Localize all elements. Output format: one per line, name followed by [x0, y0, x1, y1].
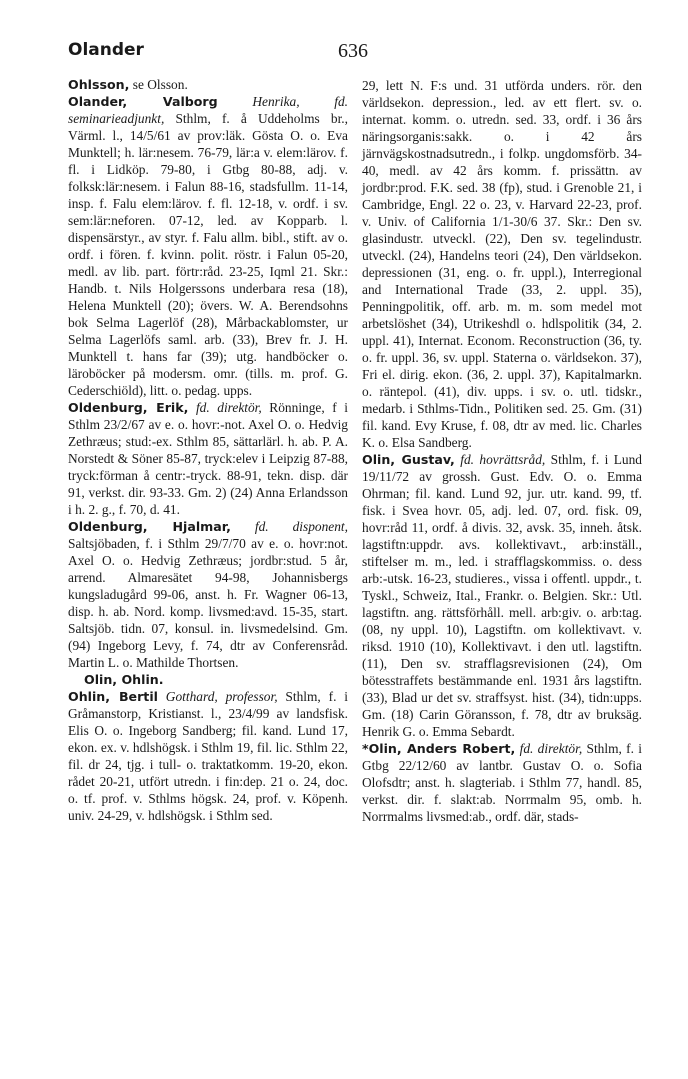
entry-text: Sthlm, f. i Lund 19/11/72 av grossh. Gust. Edv. O. o. Emma Ohrman; fil. kand. Lund 92, jur. utr. kand. 99, tf. fisk. i Svea hovr. 05, adj. led. 07, ord. fisk. 09, hovr:råd 11, ordf. å divis. 32, avsk. 35, inneh. åtsk. lagstiftn:uppdr. avs. kollektivavt., arb:inställ., stiftelser m. m., led. i strafflagskommiss. o. dess arb:-utsk. 16-23, studieres., vissa i offentl. uppdr., t. Tyskl., Schweiz, Ital., Frankr. o. Belgien. Skr.: Utl. lagstiftn. ang. rättsförhåll. mell. arb:giv. o. arb:tag. (08, ny uppl. 10), Lagstiftn. om kollektivavt. v. riksd. 1910 (10), Kollektivavt. i den utl. lagstiftn. (11), Den sv. strafflagsrevisionen (24), Om bötesstraffets bestämmande enl. 1931 års lagstiftn. (33), Blad ur det sv. straffsyst. hist. (34), tidn:upps. Gm. (18) Carin Göransson, f. 78, dtr av bruksäg. Henrik G. o. Emma Sebardt. — [362, 452, 643, 739]
entry-text: Sthlm, f. i Gtbg 22/12/60 av lantbr. Gustav O. o. Sofia Olofsdtr; anst. h. slagteriab. i Sthlm 77, handl. 85, verkst. dir. f. slakt:ab. Norrmalm 95, omb. h. Norrmalms livsmed:ab., ordf. där, stads- — [362, 741, 643, 824]
entry — [362, 77, 642, 451]
entry-headword: Oldenburg, Erik, — [68, 400, 189, 415]
entry — [68, 518, 348, 671]
entry-headword: *Olin, Anders Robert, — [362, 741, 516, 756]
entry-title: fd. disponent, — [230, 519, 348, 534]
entry — [68, 76, 348, 93]
running-head-word: Olander — [68, 40, 144, 60]
entry-text: Rönninge, f i Sthlm 23/2/67 av e. o. hovr:-not. Axel O. o. Hedvig Zethræus; stud:-ex. Sthlm 85, sättarlärl. h. ab. P. A. Norstedt & Söner 85-87, tryck:elev i Leipzig 87-88, tryck:förman å centr:-tryck. 88-91, tekn. disp. där 91, verkst. dir. 93-33. Gm. 2) (24) Anna Erlandsson i h. 2. g., f. 70, d. 41. — [68, 400, 348, 517]
entry-title: Henrika, fd. seminarieadjunkt, — [68, 94, 349, 126]
running-head — [68, 40, 628, 66]
entry-headword: Ohlsson, — [68, 77, 130, 92]
entry-title: fd. hovrättsråd, — [454, 452, 546, 467]
entry-headword: Olander, Valborg — [68, 94, 218, 109]
entry-title: fd. direktör, — [515, 741, 583, 756]
entry-headword: Ohlin, Bertil — [68, 689, 158, 704]
entry-headword: Oldenburg, Hjalmar, — [68, 519, 231, 534]
entry-title: fd. direktör, — [188, 400, 262, 415]
entry-text: 29, lett N. F:s und. 31 utförda unders. rör. den världsekon. depression., led. av ett flert. sv. o. internat. komm. o. utredn. sed. 33, ordf. i 36 års näringsorganis:sakk. o. i 42 års järnvägskostnadsutredn., i folkp. ungdomsförb. 34-40, medl. av 42 års komm. f. prissättn. av jordbr:prod. F.K. sed. 38 (fp), stud. i Grenoble 21, i Cambridge, Engl. 22 o. 23, v. Harvard 22-23, prof. v. Univ. of California 1/1-30/6 37. Skr.: Den sv. glasindustr. utveckl. (22), Den sv. tegelindustr. utveckl. (24), Handelns teori (24), Den världsekon. depressionen (31, eng. o. fr. uppl.), Interregional and International Trade (33, 2. uppl. 35), Penningpolitik, off. arb. m. m. som medel mot arbetslöshet (34), Utrikeshdl o. hdlspolitik (34, 2. uppl. 41), Internat. Econom. Reconstruction (36, ty. o. fr. uppl. 36, sv. uppl. Staterna o. världsekon. 37), Fri el. dirig. ekon. (36, 2. uppl. 37), Kapitalmarkn. o. räntepol. (41), div. upps. i sv. o. utl. tidskr., medarb. i Sthlms-Tidn., Politiken sed. 25. Gm. (31) fil. kand. Evy Kruse, f. 08, dtr av med. lic. Charles K. o. Elsa Sandberg. — [362, 78, 642, 450]
entry-headword: Olin, Ohlin. — [84, 672, 164, 687]
entry-headword: Olin, Gustav, — [362, 452, 455, 467]
entry-text: Sthlm, f. i Gråmanstorp, Kristianst. l., 23/4/99 av landsfisk. Elis O. o. Ingeborg Sandberg; fil. kand. Lund 17, ekon. ex. v. hdlshögsk. i Sthlm 19, fil. lic. Sthlm 22, fil. dr 24, tjg. i tull- o. traktatkomm. 19-20, ekon. rådet 20-21, utfört utredn. i fin:dep. 21 o. 24, doc. o. tf. prof. v. Sthlms högsk. 24, prof. v. Köpenh. univ. 24-29, v. hdlshögsk. i Sthlm sed. — [68, 689, 349, 823]
page-number: 636 — [338, 40, 368, 62]
entry-title: Gotthard, professor, — [157, 689, 278, 704]
entry — [68, 93, 348, 399]
left-column — [68, 76, 348, 824]
entry — [68, 399, 348, 518]
entry-text: se Olsson. — [129, 77, 188, 92]
entry — [68, 671, 348, 688]
entry-text: Sthlm, f. å Uddeholms br., Värml. l., 14/5/61 av prov:läk. Gösta O. o. Eva Munktell; h. lär:nesem. 76-79, lär:a v. elem:lärov. f. fl. i Lidköp. 79-80, i Gtbg 80-88, adj. v. folksk:lär:nesem. i Falun 88-16, stadsfullm. 11-14, insp. f. Falu elem:lärov. f. fl. 12-18, v. ordf. i sv. sem:lär:neforen. 07-12, led. av Kopparb. l. dispensärstyr., av styr. f. Falu allm. bibl., stift. av o. ordf. i fören. f. kvinn. polit. röstr. i Falun 05-20, medl. av lib. part. förtr:råd. 23-25, Iqml 21. Skr.: Handb. t. Nils Holgerssons underbara resa (18), Helena Munktell (20); övers. W. A. Berendsohns bok Selma Lagerlöf (28), Mårbackablomster, ur Selma Lagerlöfs saml. arb. (33), Brev fr. J. H. Munktell t. hans far (39); utg. handböcker o. läroböcker på modersm. omr. (tills. m. prof. G. Cederschiöld), litt. o. pedag. upps. — [68, 111, 348, 398]
entry — [362, 451, 642, 740]
entry — [362, 740, 642, 825]
entry — [68, 688, 348, 824]
right-column — [362, 77, 642, 825]
entry-text: Saltsjöbaden, f. i Sthlm 29/7/70 av e. o. hovr:not. Axel O. o. Hedvig Zethræus; jordbr:stud. 5 år, arrend. Almaresätet 94-98, Johannisbergs kungsladugård 99-06, anst. h. Fr. Wagner 06-13, disp. h. ab. Nord. komp. livsmed:avd. 15-35, start. Saltsjöb. tidn. 07, konsul. in. livsmedelsind. Gm. (94) Ingeborg Levy, f. 74, dtr av Conferensråd. Martin L. o. Mathilde Thortsen. — [68, 536, 348, 670]
